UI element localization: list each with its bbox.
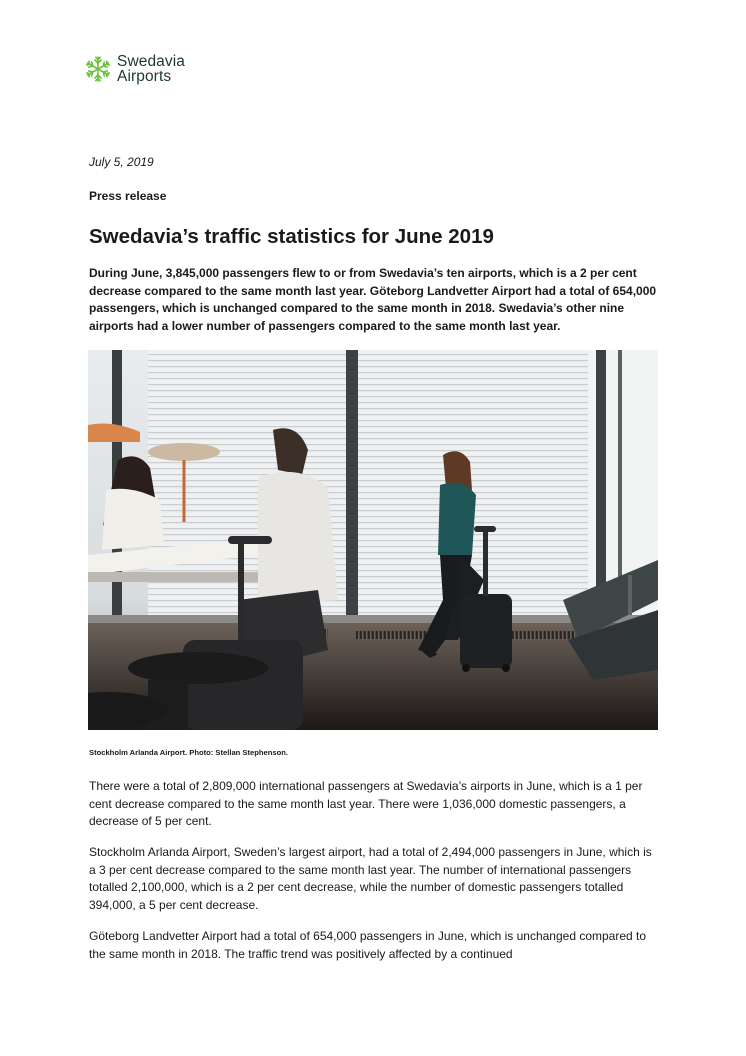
photo-caption: Stockholm Arlanda Airport. Photo: Stellan Stephenson. xyxy=(89,748,288,757)
lead-paragraph: During June, 3,845,000 passengers flew to or from Swedavia’s ten airports, which is a 2 per cent decrease compared to the same month last year. Göteborg Landvetter Airport had a total of 654,000 passengers, which is unchanged compared to the same month in 2018. Swedavia’s other nine airports had a lower number of passengers compared to the same month last year. xyxy=(89,266,657,333)
airport-photo xyxy=(88,350,658,730)
brand-line-2: Airports xyxy=(117,68,172,85)
swedavia-logo xyxy=(84,54,185,84)
release-date: July 5, 2019 xyxy=(89,155,154,169)
body-paragraph-3: Göteborg Landvetter Airport had a total of 654,000 passengers in June, which is unchanged compared to the same month in 2018. The traffic trend was positively affected by a continued xyxy=(89,929,647,961)
page-title: Swedavia’s traffic statistics for June 2019 xyxy=(89,225,494,248)
document-type: Press release xyxy=(89,189,167,203)
brand-line-1: Swedavia xyxy=(117,53,186,70)
snowflake-logo-icon xyxy=(84,55,112,83)
body-paragraph-1: There were a total of 2,809,000 international passengers at Swedavia’s airports in June, which is a 1 per cent decrease compared to the same month last year. There were 1,036,000 domestic passengers, a decrease of 5 per cent. xyxy=(89,779,643,829)
body-paragraph-2: Stockholm Arlanda Airport, Sweden’s largest airport, had a total of 2,494,000 passengers in June, which is a 3 per cent decrease compared to the same month last year. The number of international passengers totalled 2,100,000, which is a 2 per cent decrease, while the number of domestic passengers totalled 394,000, a 5 per cent decrease. xyxy=(89,845,652,912)
airport-lounge-illustration xyxy=(88,350,658,730)
brand-name xyxy=(117,54,185,84)
